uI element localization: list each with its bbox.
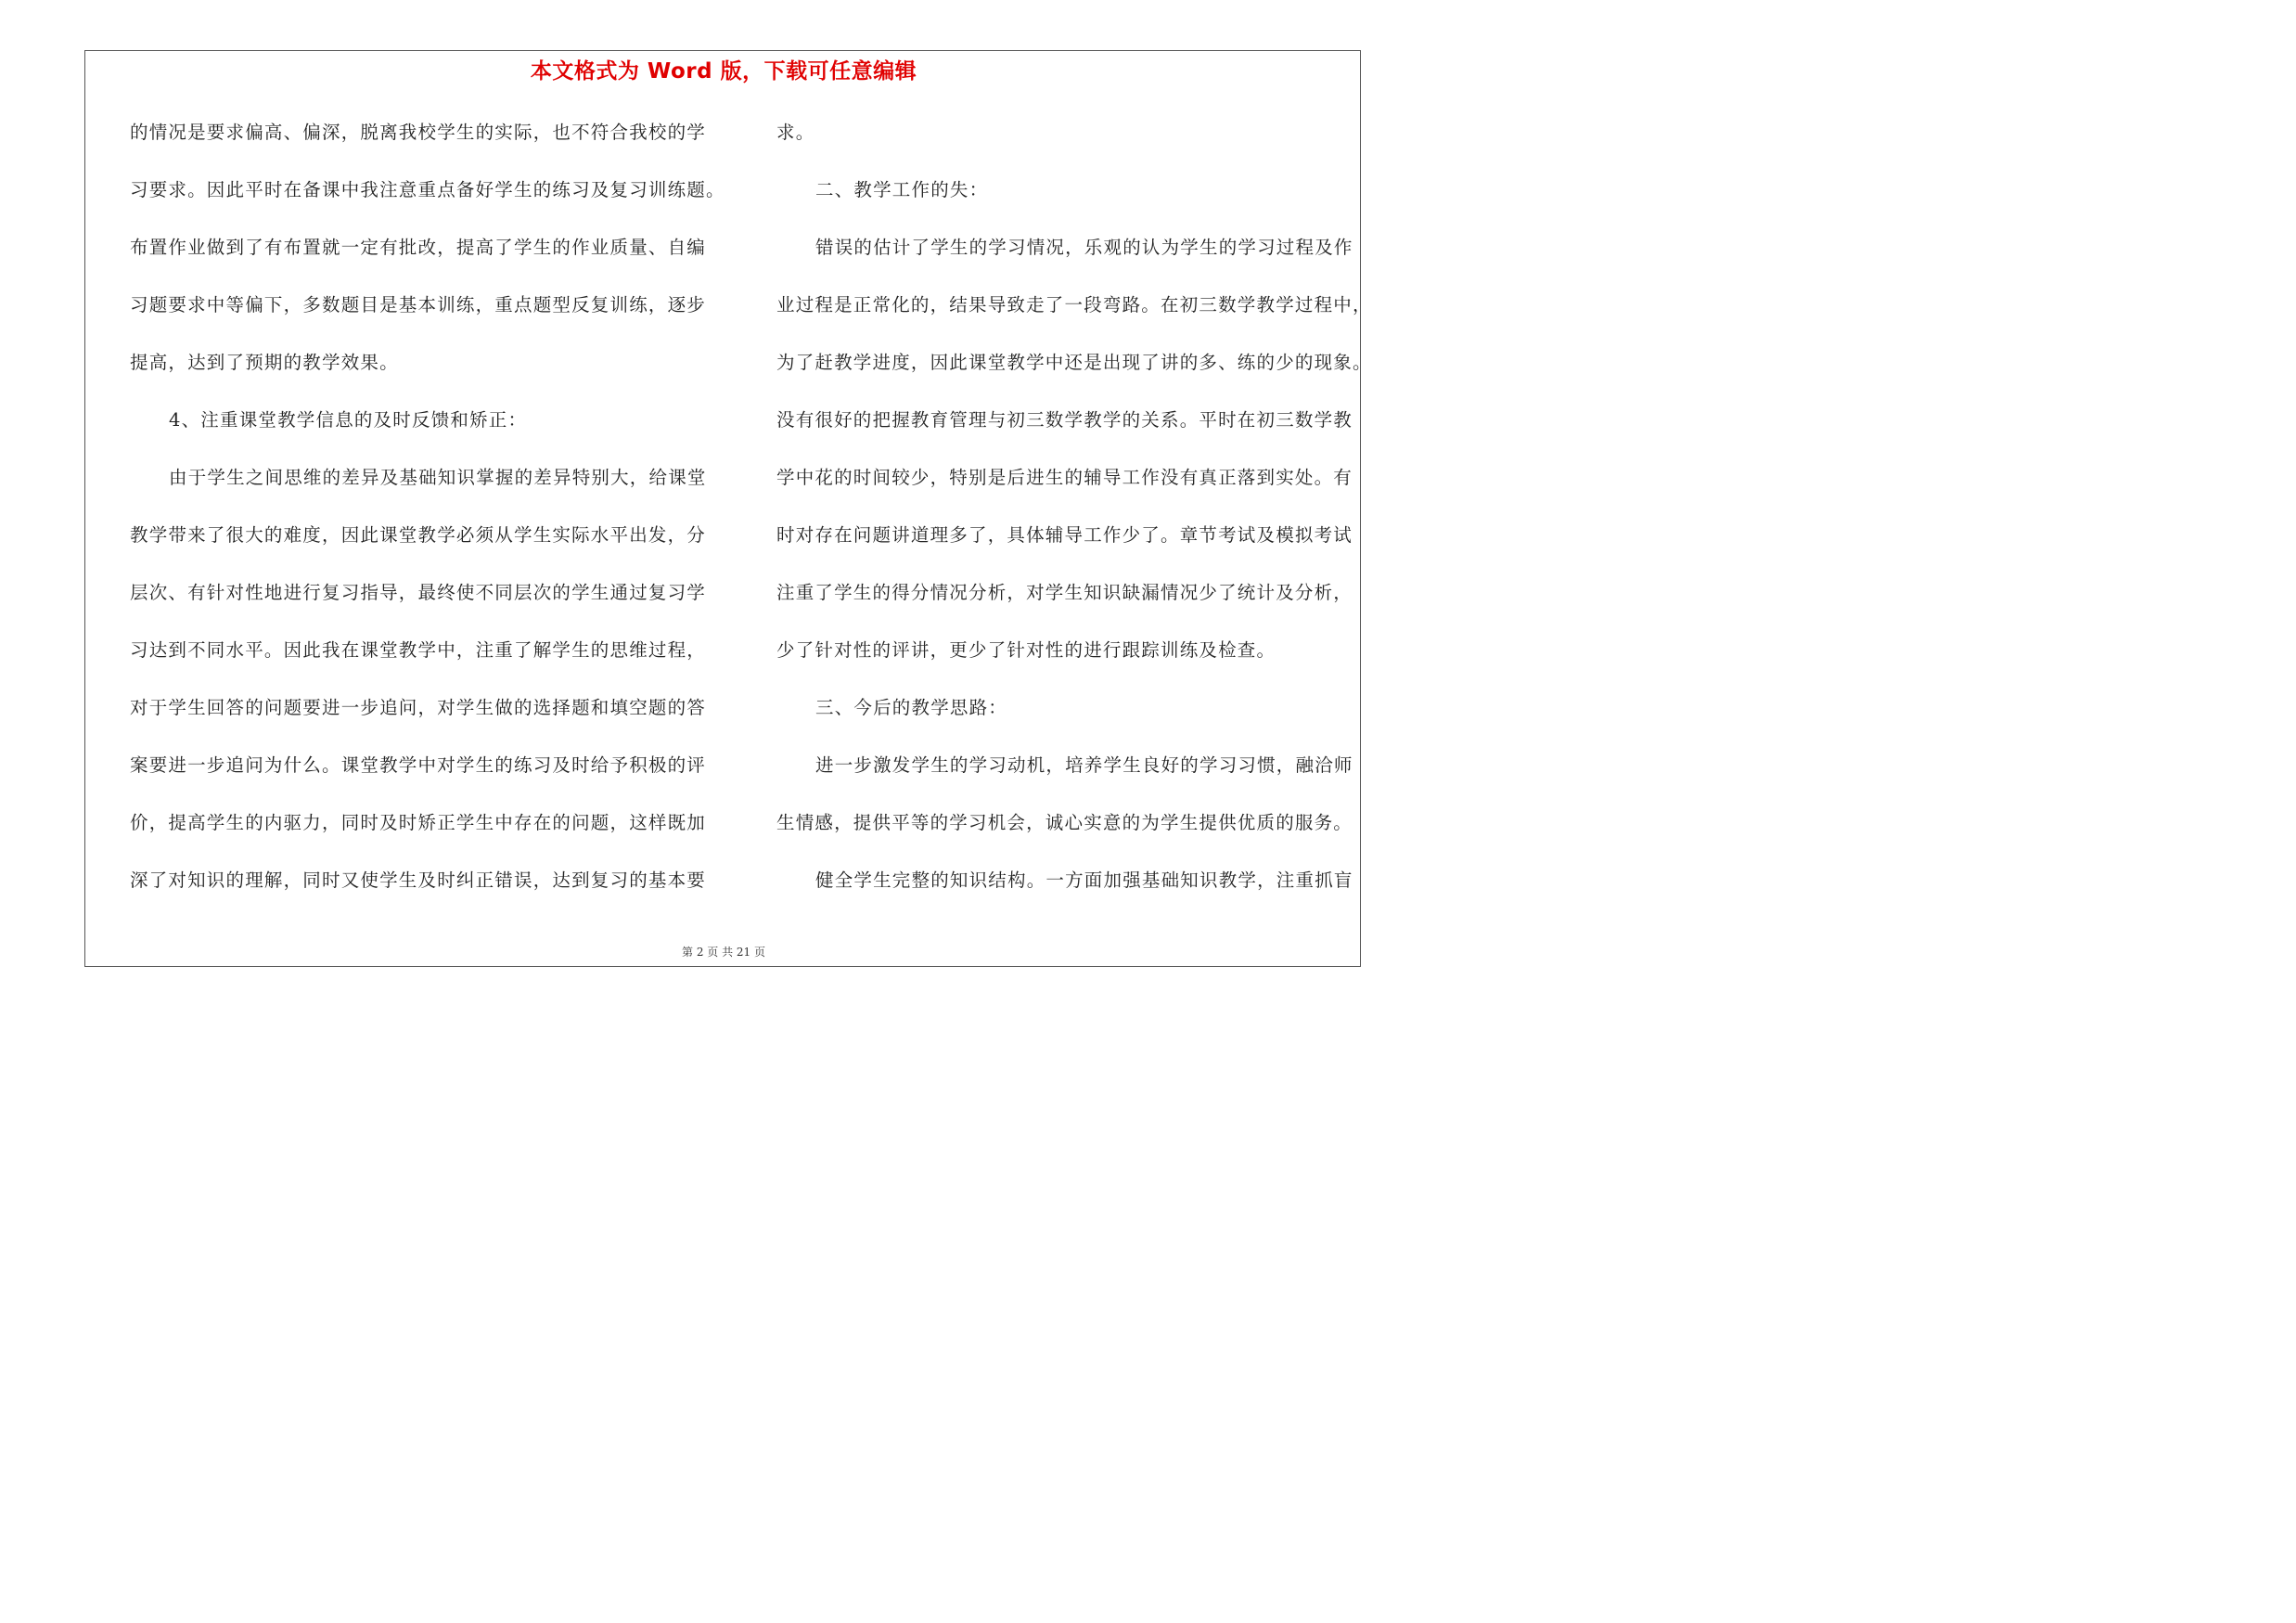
left-column-line: 的情况是要求偏高、偏深，脱离我校学生的实际，也不符合我校的学 [130, 122, 707, 143]
left-column-line: 层次、有针对性地进行复习指导，最终使不同层次的学生通过复习学 [130, 582, 707, 603]
right-column-line: 求。 [776, 122, 815, 143]
left-column-line: 布置作业做到了有布置就一定有批改，提高了学生的作业质量、自编 [130, 237, 707, 258]
left-column-line: 习要求。因此平时在备课中我注意重点备好学生的练习及复习训练题。 [130, 179, 725, 200]
right-column-line: 进一步激发学生的学习动机，培养学生良好的学习习惯，融洽师 [815, 754, 1353, 776]
right-column-line: 没有很好的把握教育管理与初三数学教学的关系。平时在初三数学教 [776, 409, 1353, 431]
right-column-line: 业过程是正常化的，结果导致走了一段弯路。在初三数学教学过程中， [776, 294, 1372, 316]
left-column-line: 教学带来了很大的难度，因此课堂教学必须从学生实际水平出发，分 [130, 524, 707, 546]
left-column-line: 4、注重课堂教学信息的及时反馈和矫正： [169, 409, 528, 431]
right-column [776, 104, 1372, 909]
left-column [130, 104, 733, 909]
page-footer: 第 2 页 共 21 页 [682, 946, 765, 959]
left-column-line: 对于学生回答的问题要进一步追问，对学生做的选择题和填空题的答 [130, 697, 707, 718]
left-column-line: 价，提高学生的内驱力，同时及时矫正学生中存在的问题，这样既加 [130, 812, 707, 833]
left-column-line: 案要进一步追问为什么。课堂教学中对学生的练习及时给予积极的评 [130, 754, 707, 776]
left-column-line: 习达到不同水平。因此我在课堂教学中，注重了解学生的思维过程， [130, 639, 707, 661]
header-banner: 本文格式为 Word 版，下载可任意编辑 [530, 59, 917, 84]
right-column-line: 二、教学工作的失： [815, 179, 989, 200]
right-column-line: 健全学生完整的知识结构。一方面加强基础知识教学，注重抓盲 [815, 869, 1353, 891]
right-column-line: 少了针对性的评讲，更少了针对性的进行跟踪训练及检查。 [776, 639, 1276, 661]
right-column-line: 时对存在问题讲道理多了，具体辅导工作少了。章节考试及模拟考试 [776, 524, 1353, 546]
right-column-line: 注重了学生的得分情况分析，对学生知识缺漏情况少了统计及分析， [776, 582, 1353, 603]
right-column-line: 为了赶教学进度，因此课堂教学中还是出现了讲的多、练的少的现象。 [776, 352, 1372, 373]
right-column-line: 错误的估计了学生的学习情况，乐观的认为学生的学习过程及作 [815, 237, 1353, 258]
left-column-line: 由于学生之间思维的差异及基础知识掌握的差异特别大，给课堂 [169, 467, 707, 488]
left-column-line: 习题要求中等偏下，多数题目是基本训练，重点题型反复训练，逐步 [130, 294, 707, 316]
right-column-line: 三、今后的教学思路： [815, 697, 1008, 718]
right-column-line: 生情感，提供平等的学习机会，诚心实意的为学生提供优质的服务。 [776, 812, 1353, 833]
left-column-line: 深了对知识的理解，同时又使学生及时纠正错误，达到复习的基本要 [130, 869, 707, 891]
right-column-line: 学中花的时间较少，特别是后进生的辅导工作没有真正落到实处。有 [776, 467, 1353, 488]
left-column-line: 提高，达到了预期的教学效果。 [130, 352, 399, 373]
